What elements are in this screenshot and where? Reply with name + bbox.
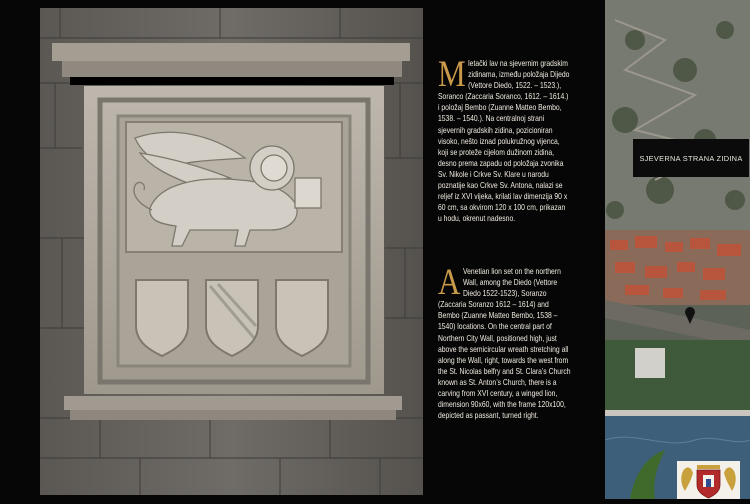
caption-box <box>633 139 749 177</box>
english-description <box>438 262 571 421</box>
winged-lion-relief-photo <box>40 8 423 495</box>
english-body-text: Venetian lion set on the northern Wall, among the Diedo (Vettore Diedo 1522-1523), Soranzo (Zaccaria Soranzo 1612 – 1614) and Bembo (Zuanne Matteo Bembo, 1538 – 1540) locations. On the central part of Northern City Wall, positioned high, just above the semicircular wreath stretching all along the Wall, right, towards the west from the St. Nicolas belfry and St. Clara’s Church known as St. Anton’s Church, there is a carving from XVI century, a winged lion, dimension 90x60, with the frame 120x100, depicted as passant, turned right. <box>438 267 571 421</box>
croatian-description <box>438 54 571 224</box>
croatian-body-text: letački lav na sjevernim gradskim zidinama, između položaja Dijedo (Vettore Diedo, 1522. – 1523.), Soranco (Zaccaria Soranco, 1612. – 1614.) i položaj Bembo (Zuanne Matteo Bembo, 1538. – 1540.). Na centralnoj strani sjevernih gradskih zidina, pozicioniran visoko, nešto iznad polukružnog vijenca, koji se proteže cijelom dužinom zidina, desno prema zapadu od položaja zvonika Sv. Nikole i Crkve Sv. Klare u narodu poznatije kao Crkve Sv. Antona, nalazi se reljef iz XVI vijeka, krilati lav dimenzija 90 x 60 cm, sa okvirom 120 x 100 cm, prikazan u hodu, okrenut nadesno. <box>438 59 570 224</box>
croatian-dropcap: M <box>438 54 466 95</box>
kotor-aerial-photo <box>605 0 750 499</box>
coat-of-arms-logo <box>677 461 740 499</box>
caption-text: SJEVERNA STRANA ZIDINA <box>639 153 743 163</box>
english-dropcap: A <box>438 262 461 303</box>
